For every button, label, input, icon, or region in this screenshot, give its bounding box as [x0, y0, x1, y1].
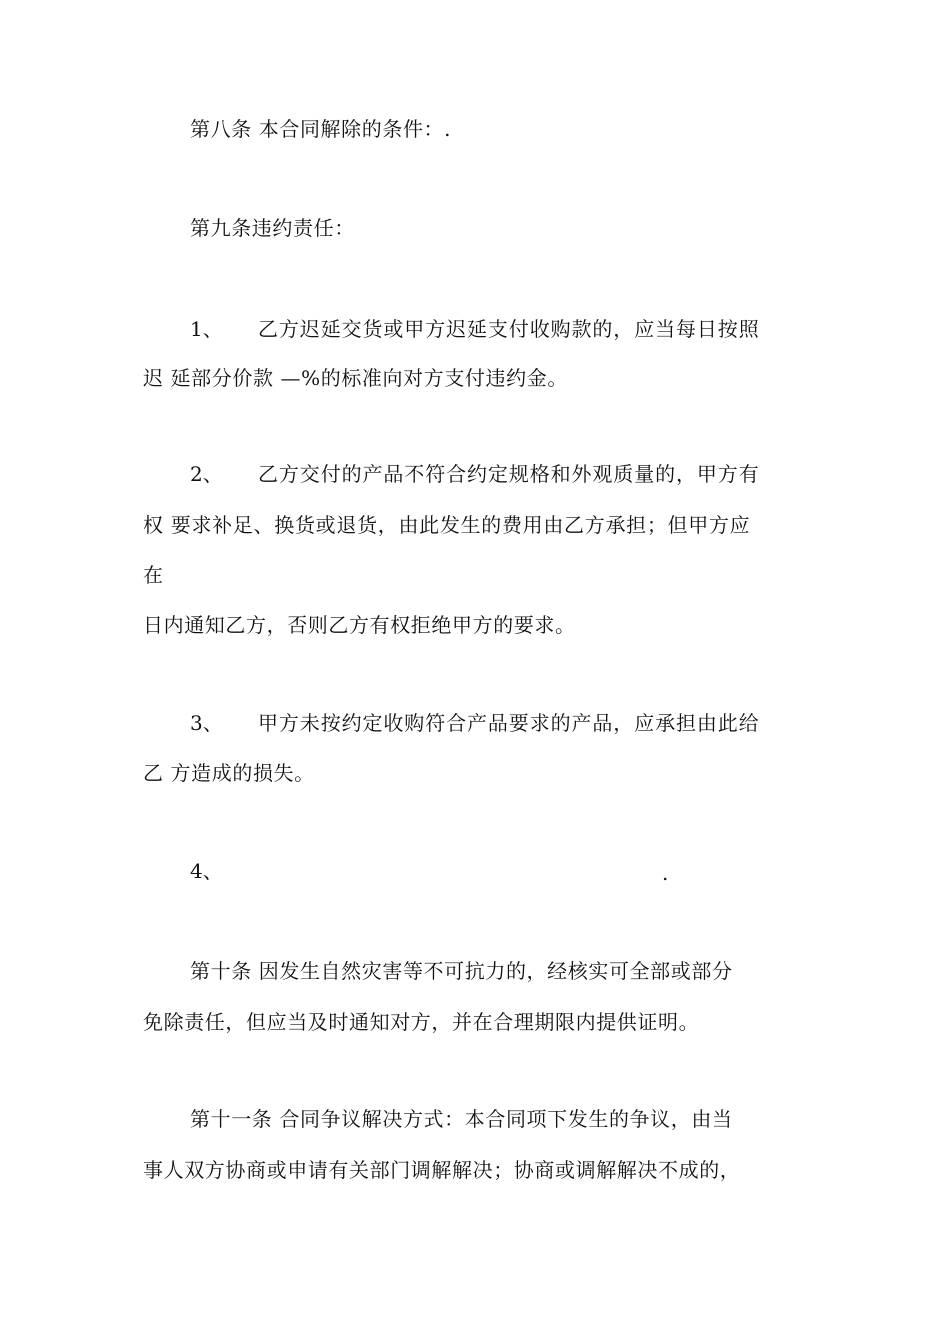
item-2-number: 2、 [190, 462, 223, 486]
item-2-line-4: 日内通知乙方，否则乙方有权拒绝甲方的要求。 [143, 613, 576, 637]
item-1-line-2: 迟 延部分价款 —%的标准向对方支付违约金。 [143, 366, 568, 390]
item-2-line-1: 乙方交付的产品不符合约定规格和外观质量的，甲方有 [258, 462, 760, 486]
item-3-line-1: 甲方未按约定收购符合产品要求的产品，应承担由此给 [258, 711, 760, 735]
item-3-number: 3、 [190, 711, 223, 735]
item-3-line-2: 乙 方造成的损失。 [143, 761, 315, 785]
item-1-line-1: 乙方迟延交货或甲方迟延支付收购款的，应当每日按照 [258, 317, 760, 341]
item-1-number: 1、 [190, 317, 223, 341]
article-8-text: 第八条 本合同解除的条件：. [190, 117, 452, 141]
article-10-line-1: 第十条 因发生自然灾害等不可抗力的，经核实可全部或部分 [190, 959, 733, 983]
item-2-line-2: 权 要求补足、换货或退货，由此发生的费用由乙方承担；但甲方应 [143, 513, 751, 537]
item-4-blank-end: . [662, 861, 669, 885]
item-4-number: 4、 [190, 859, 223, 883]
item-2-line-3: 在 [143, 563, 164, 587]
article-9-heading: 第九条违约责任： [190, 216, 355, 240]
article-11-line-1: 第十一条 合同争议解决方式：本合同项下发生的争议，由当 [190, 1107, 733, 1131]
article-10-line-2: 免除责任，但应当及时通知对方，并在合理期限内提供证明。 [143, 1010, 700, 1034]
article-11-line-2: 事人双方协商或申请有关部门调解解决；协商或调解解决不成的， [143, 1158, 741, 1182]
